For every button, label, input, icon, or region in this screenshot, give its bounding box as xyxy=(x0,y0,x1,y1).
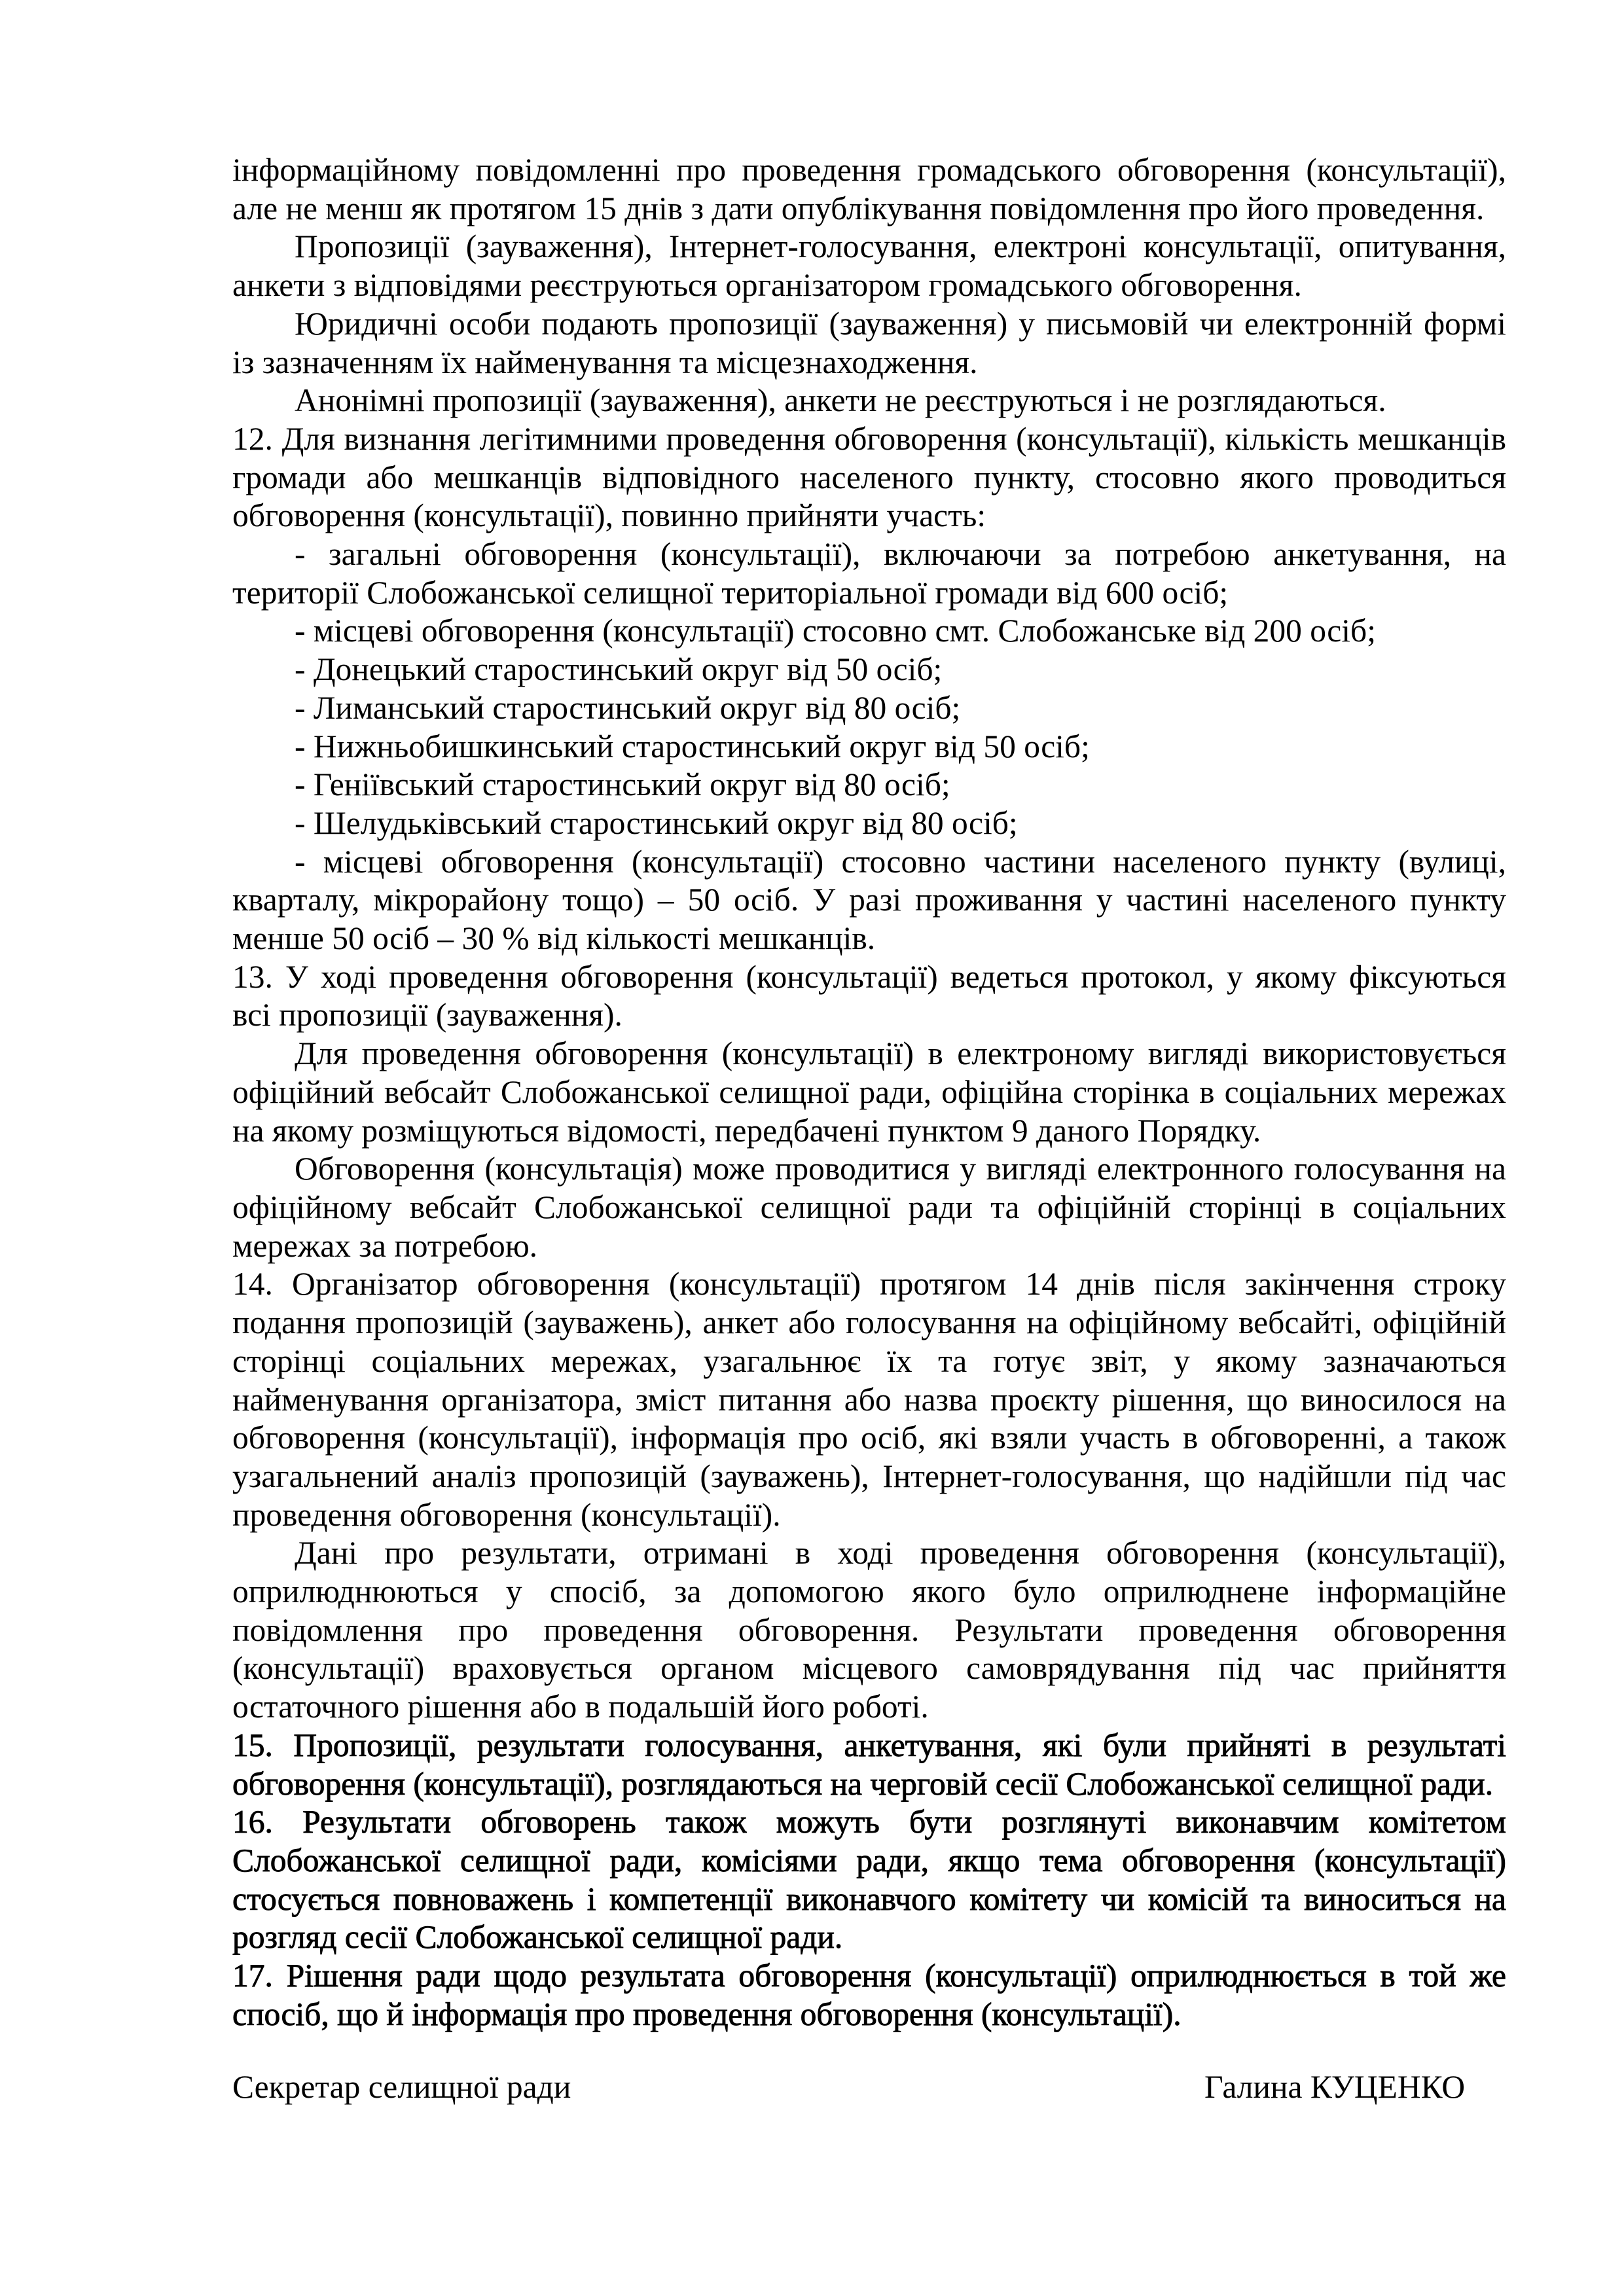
paragraph-legal-entities: Юридичні особи подають пропозиції (зауваження) у письмовій чи електронній формі із зазначенням їх найменування та місцезнаходження. xyxy=(232,305,1506,380)
signatory-title: Секретар селищної ради xyxy=(232,2069,571,2105)
section-16: 16. Результати обговорень також можуть бути розглянуті виконавчим комітетом Слобожанської селищної ради, комісіями ради, якщо тема обговорення (консультації) стосується повноважень і компетенції виконавчого комітету чи комісій та виноситься на розгляд сесії Слобожанської селищної ради. xyxy=(232,1804,1506,1956)
list-item: - Геніївський старостинський округ від 80 осіб; xyxy=(295,766,950,803)
signatory-name: Галина КУЦЕНКО xyxy=(1204,2069,1466,2105)
list-item: - Донецький старостинський округ від 50 осіб; xyxy=(295,651,943,688)
list-item: - Нижньобишкинський старостинський округ від 50 осіб; xyxy=(295,728,1090,764)
paragraph-anonymous: Анонімні пропозиції (зауваження), анкети не реєструються і не розглядаються. xyxy=(295,382,1386,419)
section-15: 15. Пропозиції, результати голосування, анкетування, які були прийняті в результаті обговорення (консультації), розглядаються на черговій сесії Слобожанської селищної ради. xyxy=(232,1727,1506,1802)
paragraph-registration: Пропозиції (зауваження), Інтернет-голосування, електроні консультації, опитування, анкети з відповідями реєструються організатором громадського обговорення. xyxy=(232,228,1506,304)
list-item: - місцеві обговорення (консультації) стосовно частини населеного пункту (вулиці, кварталу, мікрорайону тощо) – 50 осіб. У разі проживання у частині населеного пункту менше 50 осіб – 30 % від кількості мешканців. xyxy=(232,843,1506,957)
section-17: 17. Рішення ради щодо результата обговорення (консультації) оприлюднюється в той же спосіб, що й інформація про проведення обговорення (консультації). xyxy=(232,1958,1506,2032)
section-13: 13. У ході проведення обговорення (консультації) ведеться протокол, у якому фіксуються всі пропозиції (зауваження). xyxy=(232,958,1506,1033)
list-item: - загальні обговорення (консультації), включаючи за потребою анкетування, на території Слобожанської селищної територіальної громади від 600 осіб; xyxy=(232,536,1506,611)
list-item: - Шелудьківський старостинський округ від 80 осіб; xyxy=(295,804,1018,841)
list-item: - місцеві обговорення (консультації) стосовно смт. Слобожанське від 200 осіб; xyxy=(295,613,1376,649)
paragraph-announcement-term: інформаційному повідомленні про проведення громадського обговорення (консультації), але не менш як протягом 15 днів з дати опублікування повідомлення про його проведення. xyxy=(232,152,1506,226)
section-12: 12. Для визнання легітимними проведення обговорення (консультації), кількість мешканців громади або мешканців відповідного населеного пункту, стосовно якого проводиться обговорення (консультації), повинно прийняти участь: xyxy=(232,420,1506,534)
section-14: 14. Організатор обговорення (консультації) протягом 14 днів після закінчення строку подання пропозицій (зауважень), анкет або голосування на офіційному вебсайті, офіційній сторінці соціальних мережах, узагальнює їх та готує звіт, у якому зазначаються найменування організатора, зміст питання або назва проєкту рішення, що виносилося на обговорення (консультації), інформація про осіб, які взяли участь в обговоренні, а також узагальнений аналіз пропозицій (зауважень), Інтернет-голосування, що надійшли під час проведення обговорення (консультації). xyxy=(232,1266,1506,1533)
list-item: - Лиманський старостинський округ від 80 осіб; xyxy=(295,689,961,726)
document-body xyxy=(232,151,1506,2034)
paragraph-results-publication: Дані про результати, отримані в ході проведення обговорення (консультації), оприлюднюються у спосіб, за допомогою якого було оприлюднене інформаційне повідомлення про проведення обговорення. Результати проведення обговорення (консультації) враховується органом місцевого самоврядування під час прийняття остаточного рішення або в подальшій його роботі. xyxy=(232,1535,1506,1725)
paragraph-electronic-form: Для проведення обговорення (консультації) в електроному вигляді використовується офіційний вебсайт Слобожанської селищної ради, офіційна сторінка в соціальних мережах на якому розміщуються відомості, передбачені пунктом 9 даного Порядку. xyxy=(232,1035,1506,1149)
paragraph-electronic-voting: Обговорення (консультація) може проводитися у вигляді електронного голосування на офіційному вебсайт Слобожанської селищної ради та офіційній сторінці в соціальних мережах за потребою. xyxy=(232,1151,1506,1264)
